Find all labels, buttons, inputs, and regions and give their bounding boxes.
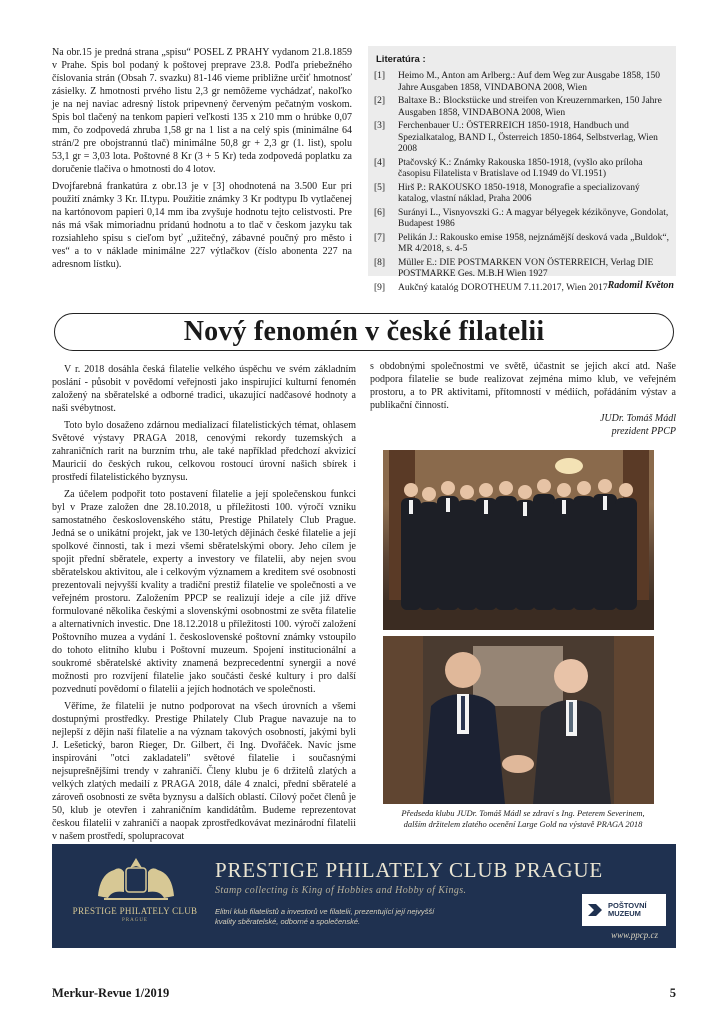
- literature-item: [374, 233, 670, 256]
- literature-item: [374, 183, 670, 206]
- literature-item-text: Hirš P.: RAKOUSKO 1850-1918, Monografie a specializovaný katalog, vlastní náklad, Praha 2006: [398, 182, 640, 204]
- literature-item-number: [3]: [374, 121, 386, 131]
- literature-item-text: Heimo M., Anton am Arlberg.: Auf dem Weg zur Ausgabe 1858, 150 Jahre Ausgaben 1858, VINDABONA 2008, Wien: [398, 71, 660, 93]
- banner-logo-text: PRESTIGE PHILATELY CLUB: [72, 906, 198, 916]
- signature-role: prezident PPCP: [611, 426, 676, 437]
- literature-item-number: [4]: [374, 157, 386, 168]
- literature-item-number: [9]: [374, 282, 386, 293]
- literature-item-number: [5]: [374, 182, 386, 193]
- ppcp-banner: [52, 844, 676, 948]
- literature-item-number: [6]: [374, 207, 386, 218]
- handshake-photo-illustration: [383, 636, 654, 804]
- literature-item-text: Müller E.: DIE POSTMARKEN VON ÖSTERREICH, Verlag DIE POSTMARKE Ges. M.B.H Wien 1927: [398, 257, 654, 279]
- article-paragraph-2: Toto bylo dosaženo zdárnou medializací filatelistických témat, ohlasem Světové výstavy PRAGA 2018, cenovými rekordy tuzemských a zahraničních rarit na burzním trhu, ale také například předchozí akvizicí Mauricií do českých rukou, celkovou rostoucí úrovní našich sbírek i prostředí filatelistického byznysu.: [52, 420, 356, 483]
- banner-title: PRESTIGE PHILATELY CLUB PRAGUE: [215, 858, 604, 882]
- museum-text: [608, 902, 647, 919]
- postal-museum-logo: [582, 894, 666, 926]
- literature-item-number: [1]: [374, 71, 386, 81]
- article-paragraph-4: Věříme, že filatelii je nutno podporovat na všech úrovních a všemi dostupnými prostředky. Prestige Philately Club Prague navazuje na to nejlepší z dějin naší filatelie a na význam takových osobností, jakými byli J. Lešetický, baron Rieger, Dr. Gilbert, či Ing. Dvořáček. Navíc jsme inspirováni "otci zakladateli" světové filatelie i současnými nejsuprešnějšími trendy v zahraničí. Členy klubu je 6 držitelů zlatých a velkých zlatých medailí z PRAGA 2018, dále 4 znalci, přední sběratelé a zároveň osobnosti ze světa byznysu a dalších oblastí. Cílový počet členů je 50, klub je otevřen i zahraničním kandidátům. Budeme reprezentovat českou filatelii v zahraničí a naopak zprostředkovávat mezinárodní filatelii v našem prostředí, spolupracovat: [52, 701, 356, 842]
- literature-title: Literatúra :: [376, 54, 426, 65]
- museum-line-2: MUZEUM: [608, 909, 641, 918]
- top-left-column: [52, 46, 352, 275]
- caption-line-2: dalším držitelem zlatého ocenění Large Gold na výstavě PRAGA 2018: [403, 819, 643, 829]
- article-paragraph-1: V r. 2018 dosáhla česká filatelie velkého úspěchu ve svém základním poslání - působit v povědomí veřejnosti jako inspirující kulturní fenomén založený na sběratelské a odborné tradici, ukazující nadčasové hodnoty a naši svébytnost.: [52, 364, 356, 414]
- literature-item-number: [2]: [374, 96, 386, 106]
- group-photo: [383, 450, 654, 630]
- article-left-column: [52, 363, 356, 847]
- article-right-column: [370, 360, 676, 416]
- banner-url[interactable]: www.ppcp.cz: [611, 930, 658, 940]
- signature-name: JUDr. Tomáš Mádl: [599, 413, 676, 424]
- literature-item-text: Aukčný katalóg DOROTHEUM 7.11.2017, Wien 2017: [398, 282, 608, 293]
- literature-item-text: Ptačovský K.: Známky Rakouska 1850-1918, (vyšlo ako príloha časopisu Filatelista v Bratislave od I.1949 do VI.1951): [398, 157, 643, 179]
- literature-item-text: Pelikán J.: Rakousko emise 1958, nejznámější desková vada „Buldok“, MR 4/2018, s. 4-5: [398, 232, 669, 254]
- banner-logo-sub: PRAGUE: [121, 918, 148, 923]
- photo-caption: [372, 808, 674, 830]
- literature-item: [374, 208, 670, 231]
- museum-line-1: POŠTOVNÍ: [608, 900, 647, 910]
- top-paragraph-1: Na obr.15 je predná strana „spisu“ POSEL Z PRAHY vydanom 21.8.1859 v Prahe. Spis bol podaný k poštovej preprave 23.8. Podľa priebežného číslovania strán (Obsah 7. svazku) 81-146 vieme približne určiť hmotnosť zásielky. Z hmotnosti prvého listu 2,3 gr nemôžeme vychádzať, nakoľko je na nej naviac adresný lístok pripevnený červeným pečatným voskom. Spis bol tlačený na tenkom papieri veľkosti 135 x 210 mm o hrúbke 0,07 mm, čo zodpovedá zhruba 1,58 gr na 1 list a na celý spis (minimálne 64 strán/2 pre obojstrannú tlač) minimálne 50,8 gr + 2,3 gr (1. list), spolu 53,1 gr = 3,03 lota. Poštovné 8 Kr (3 + 5 Kr) teda zodpovedá poplatku za doručenie tlačiva o hmotnosti do 4 lotov.: [52, 47, 352, 175]
- footer-publication: Merkur-Revue 1/2019: [52, 986, 170, 1000]
- article-headline: Nový fenomén v české filatelii: [183, 316, 545, 347]
- literature-item: [374, 258, 670, 281]
- postal-horn-icon: [586, 900, 604, 920]
- banner-description: Elitní klub filatelistů a investorů ve filatelii, prezentující její nejvyšší kvality sběratelské, odborné a společenské.: [215, 907, 435, 926]
- article-paragraph-3: Za účelem podpořit toto postavení filatelie a její společenskou funkci byl v Praze založen dne 28.10.2018, u příležitosti 100. výročí vzniku samostatného československého státu, Prestige Philately Club Prague. Jedná se o unikátní projekt, jak ve 130-letých dějinách české filatelie a její spolkové činnosti, tak i mezi všemi sběratelskými obory. Jeho cílem je spojit přední sběratele, experty a investory ve filatelii, aby nejen svou sběratelskou aktivitou, ale i celkovým významem a kreditem své osobnosti prezentovali nejvyšší kvality a tradiční prestiž filatelie ve společnosti a ve veřejném prostoru. Založením PPCP se realizují ideje a cíle již dříve formulované několika českými a slovenskými osobnostmi ze světa filatelie a alternativních investic. Dne 18.12.2018 u příležitosti 100. výročí založení Poštovního muzea a vydání 1. československé poštovní známky vstoupilo do tohoto elitního klubu i Poštovní muzeum. Spojení institucionální a soukromé sběratelské aktivity znamená bezprecedentní synergii a nové možnosti pro rozvíjení filatelie jako součásti české kultury i pro další pozvednutí povědomí o filatelii a jejích hodnotách ve společnosti.: [52, 489, 356, 695]
- banner-subtitle: Stamp collecting is King of Hobbies and Hobby of Kings.: [215, 885, 467, 896]
- page-number: 5: [669, 986, 676, 1000]
- literature-item: [374, 158, 670, 181]
- headline-frame: [54, 313, 674, 351]
- article-signature: [370, 412, 676, 438]
- literature-item: [374, 121, 670, 156]
- literature-item: [374, 71, 670, 94]
- caption-line-1: Předseda klubu JUDr. Tomáš Mádl se zdraví s Ing. Peterem Severinem,: [401, 808, 645, 818]
- handshake-photo: [383, 636, 654, 804]
- literature-item-text: Ferchenbauer U.: ÖSTERREICH 1850-1918, Handbuch und Spezialkatalog, BAND I., Österreich 1850-1864, Selbstverlag, Wien 2008: [398, 121, 658, 154]
- top-paragraph-2: Dvojfarebná frankatúra z obr.13 je v [3] ohodnotená na 3.500 Eur pri použití známky 3 Kr. II.typu. Použitie známky 3 Kr podtypu Ib vytlačenej na kartónovom papieri 0,14 mm iba zvyšuje hodnotu tejto celistvosti. Pre nás má však mimoriadnu prídanú hodnotu a to tlač v českom jazyku tak rozsiahleho spisu s cieľom byť „užitečný, zábavné poučný pro město i ves“ a to v náklade minimálne 227 výtlačkov (číslo abonenta 227 na adresnom lístku).: [52, 181, 352, 270]
- literature-item-text: Surányi L., Visnyovszki G.: A magyar bélyegek kézikönyve, Gondolat, Budapest 1986: [398, 207, 669, 229]
- literature-item-number: [8]: [374, 257, 386, 268]
- literature-author: Radomil Květon: [607, 280, 674, 291]
- group-photo-illustration: [383, 450, 654, 630]
- literature-item-number: [7]: [374, 232, 386, 243]
- lions-crest-icon: [90, 852, 182, 904]
- article-paragraph-continued: s obdobnými společnostmi ve světě, účastnit se jejich akcí atd. Naše podpora filatelie se bude realizovat zejména mimo klub, ve veřejném prostoru, a to PR aktivitami, přítomností v médiích, pořádáním výstav a publikační činností.: [370, 361, 676, 411]
- literature-item-text: Baltaxe B.: Blockstücke und streifen von Kreuzernmarken, 150 Jahre Ausgaben 1858, VINDABONA 2008, Wien: [398, 96, 662, 118]
- literature-item: [374, 96, 670, 119]
